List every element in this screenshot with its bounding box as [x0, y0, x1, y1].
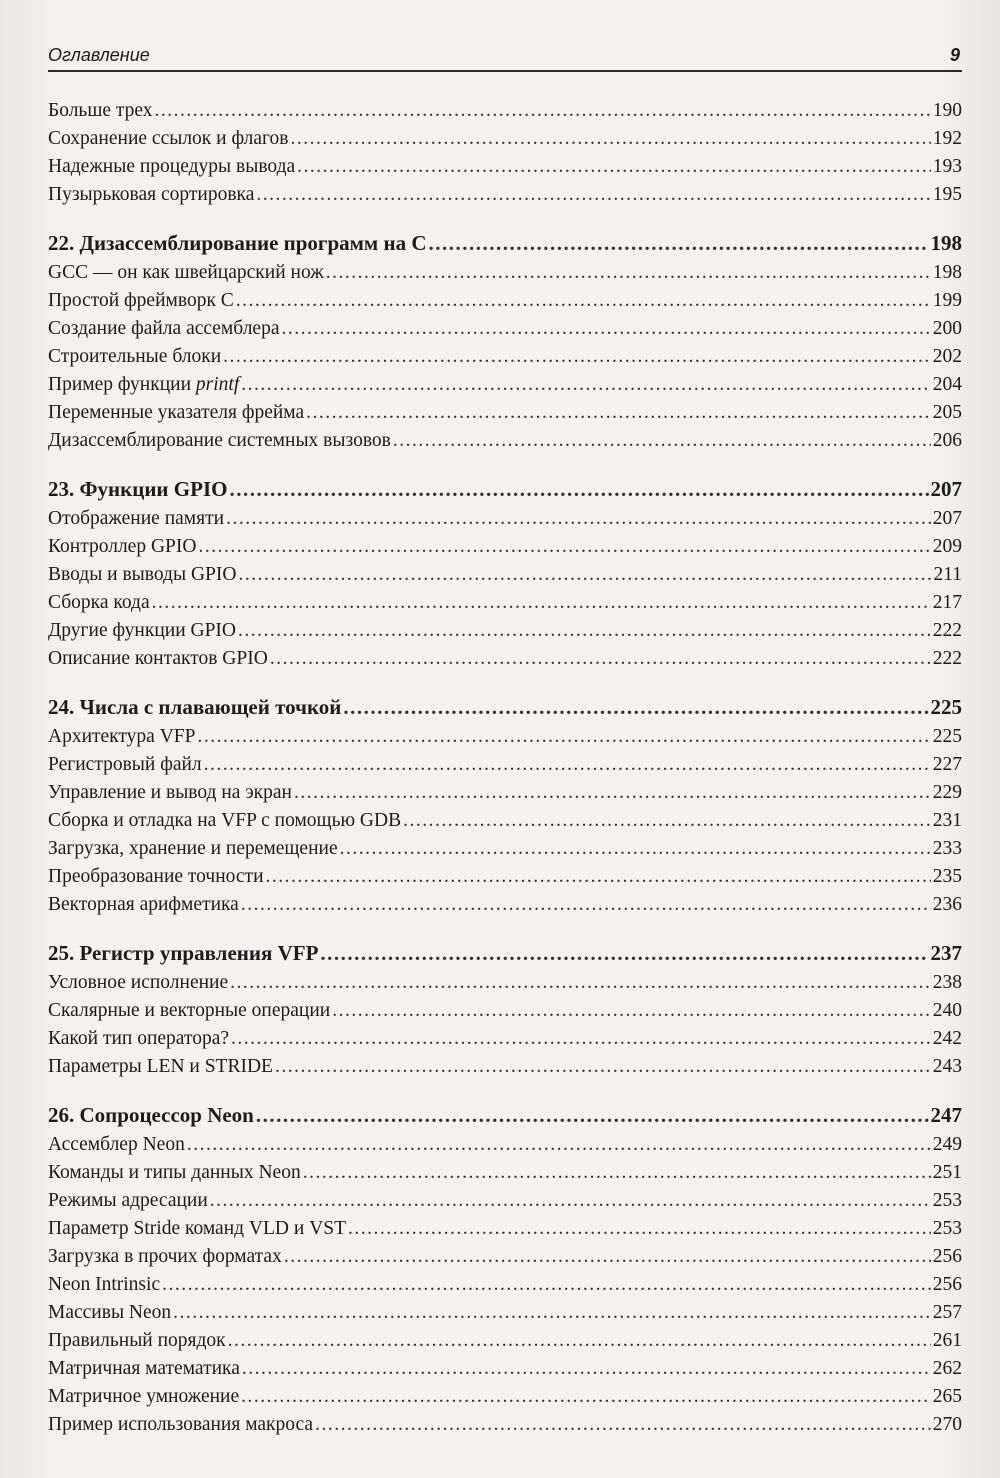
- toc-entry-label: Правильный порядок: [48, 1330, 226, 1351]
- toc-entry-label: Neon Intrinsic: [48, 1274, 161, 1295]
- toc-entry[interactable]: [48, 645, 962, 673]
- dot-leader: [236, 287, 931, 315]
- dot-leader: [348, 1215, 931, 1243]
- toc-entry-page: 253: [932, 1190, 962, 1211]
- toc-entry-label: Ассемблер Neon: [48, 1134, 185, 1155]
- toc-entry[interactable]: [48, 1243, 962, 1271]
- dot-leader: [152, 589, 931, 617]
- dot-leader: [238, 617, 931, 645]
- toc-chapter-page: 198: [930, 231, 962, 255]
- toc-chapter-label: 24. Числа с плавающей точкой: [48, 695, 342, 719]
- dot-leader: [315, 1411, 931, 1439]
- toc-entry[interactable]: [48, 181, 962, 209]
- toc-entry-label: Контроллер GPIO: [48, 536, 197, 557]
- dot-leader: [403, 807, 931, 835]
- toc-entry-page: 198: [932, 262, 962, 283]
- dot-leader: [197, 723, 930, 751]
- dot-leader: [204, 751, 931, 779]
- toc-entry-label: Другие функции GPIO: [48, 620, 237, 641]
- toc-entry-label: [48, 371, 239, 399]
- toc-entry-page: 229: [932, 782, 962, 803]
- toc-entry-page: 270: [932, 1414, 962, 1435]
- toc-entry-page: 207: [932, 508, 962, 529]
- toc-entry-label: Вводы и выводы GPIO: [48, 564, 237, 585]
- dot-leader: [343, 692, 928, 723]
- toc-entry-label: Строительные блоки: [48, 346, 222, 367]
- toc-entry-page: 256: [932, 1246, 962, 1267]
- toc-entry-page: 190: [932, 100, 962, 121]
- toc-entry[interactable]: [48, 97, 962, 125]
- toc-entry-page: 195: [932, 184, 962, 205]
- toc-entry-label: Массивы Neon: [48, 1302, 172, 1323]
- toc-entry[interactable]: [48, 1327, 962, 1355]
- dot-leader: [231, 1025, 931, 1053]
- toc-entry[interactable]: [48, 533, 962, 561]
- toc-entry[interactable]: [48, 259, 962, 287]
- toc-chapter-heading[interactable]: [48, 1100, 962, 1131]
- toc-entry[interactable]: [48, 751, 962, 779]
- toc-entry-page: 222: [932, 648, 962, 669]
- running-header: [48, 40, 962, 72]
- toc-section-chapter-22: [48, 228, 962, 455]
- toc-entry[interactable]: [48, 807, 962, 835]
- toc-entry[interactable]: [48, 1411, 962, 1439]
- toc-entry[interactable]: [48, 1215, 962, 1243]
- toc-entry[interactable]: [48, 343, 962, 371]
- toc-entry[interactable]: [48, 1355, 962, 1383]
- toc-entry-label-italic: printf: [195, 374, 240, 395]
- toc-entry-label-text: Пример функции: [48, 374, 196, 395]
- toc-entry[interactable]: [48, 505, 962, 533]
- toc-entry-label: Отображение памяти: [48, 508, 225, 529]
- toc-entry[interactable]: [48, 997, 962, 1025]
- header-page-number: 9: [949, 45, 960, 65]
- toc-entry-label: Сборка и отладка на VFP с помощью GDB: [48, 810, 402, 831]
- toc-entry[interactable]: [48, 125, 962, 153]
- toc-entry[interactable]: [48, 863, 962, 891]
- toc-entry-page: 262: [932, 1358, 962, 1379]
- toc-entry-page: 231: [932, 810, 962, 831]
- toc-entry-label: Параметры LEN и STRIDE: [48, 1056, 273, 1077]
- dot-leader: [340, 835, 931, 863]
- toc-entry[interactable]: [48, 427, 962, 455]
- dot-leader: [162, 1271, 931, 1299]
- dot-leader: [229, 474, 928, 505]
- toc-chapter-page: 247: [930, 1103, 962, 1127]
- toc-entry[interactable]: [48, 315, 962, 343]
- toc-entry[interactable]: [48, 723, 962, 751]
- toc-entry-page: 261: [932, 1330, 962, 1351]
- toc-entry-page: 235: [932, 866, 962, 887]
- toc-entry[interactable]: [48, 1159, 962, 1187]
- toc-entry-label: Скалярные и векторные операции: [48, 1000, 331, 1021]
- toc-entry-label: Архитектура VFP: [48, 726, 196, 747]
- toc-entry-label: GCC — он как швейцарский нож: [48, 262, 324, 283]
- toc-entry[interactable]: [48, 561, 962, 589]
- dot-leader: [306, 399, 931, 427]
- toc-entry-page: 251: [932, 1162, 962, 1183]
- toc-entry-label: Преобразование точности: [48, 866, 264, 887]
- toc-entry[interactable]: [48, 1299, 962, 1327]
- toc-entry-label: Описание контактов GPIO: [48, 648, 268, 669]
- toc-entry-page: 200: [932, 318, 962, 339]
- dot-leader: [332, 997, 931, 1025]
- toc-entry-page: 242: [932, 1028, 962, 1049]
- toc-entry-page: 249: [932, 1134, 962, 1155]
- toc-entry-page: 199: [932, 290, 962, 311]
- toc-section-chapter-26: [48, 1100, 962, 1439]
- dot-leader: [275, 1053, 931, 1081]
- dot-leader: [210, 1187, 931, 1215]
- toc-chapter-page: 207: [930, 477, 962, 501]
- toc-entry-label: Загрузка в прочих форматах: [48, 1246, 282, 1267]
- toc-entry[interactable]: [48, 617, 962, 645]
- toc-entry-page: 192: [932, 128, 962, 149]
- toc-entry-page: 238: [932, 972, 962, 993]
- toc-entry-label: Матричная математика: [48, 1358, 240, 1379]
- toc-entry-page: 222: [932, 620, 962, 641]
- toc-entry[interactable]: [48, 835, 962, 863]
- toc-chapter-heading[interactable]: [48, 228, 962, 259]
- toc-entry-page: 265: [932, 1386, 962, 1407]
- toc-entry-label: Переменные указателя фрейма: [48, 402, 305, 423]
- dot-leader: [230, 969, 931, 997]
- dot-leader: [320, 938, 928, 969]
- toc-entry[interactable]: [48, 1131, 962, 1159]
- dot-leader: [241, 891, 931, 919]
- toc-entry[interactable]: [48, 1271, 962, 1299]
- toc-entry-label: Векторная арифметика: [48, 894, 239, 915]
- toc-entry[interactable]: [48, 1025, 962, 1053]
- toc-entry[interactable]: [48, 287, 962, 315]
- dot-leader: [256, 1100, 929, 1131]
- toc-chapter-label: 22. Дизассемблирование программ на С: [48, 231, 427, 255]
- dot-leader: [297, 153, 931, 181]
- header-title: Оглавление: [48, 45, 150, 65]
- toc-entry-page: 240: [932, 1000, 962, 1021]
- dot-leader: [282, 315, 931, 343]
- toc-entry[interactable]: [48, 153, 962, 181]
- toc-entry-label: Пример использования макроса: [48, 1414, 314, 1435]
- toc-entry-page: 209: [932, 536, 962, 557]
- toc-entry-page: 217: [932, 592, 962, 613]
- dot-leader: [228, 1327, 931, 1355]
- toc-entry-page: 253: [932, 1218, 962, 1239]
- toc-chapter-page: 225: [930, 695, 962, 719]
- dot-leader: [226, 505, 931, 533]
- toc-entry-label: Матричное умножение: [48, 1386, 240, 1407]
- toc-chapter-heading[interactable]: [48, 692, 962, 723]
- toc-entry-page: 243: [932, 1056, 962, 1077]
- dot-leader: [326, 259, 931, 287]
- dot-leader: [238, 561, 931, 589]
- dot-leader: [270, 645, 931, 673]
- toc-chapter-label: 26. Сопроцессор Neon: [48, 1103, 254, 1127]
- toc-entry-label: Какой тип оператора?: [48, 1028, 230, 1049]
- dot-leader: [173, 1299, 931, 1327]
- toc-entry-page: 206: [932, 430, 962, 451]
- toc-entry-page: 233: [932, 838, 962, 859]
- toc-entry-page: 227: [932, 754, 962, 775]
- toc-section-chapter-25: [48, 938, 962, 1081]
- dot-leader: [393, 427, 931, 455]
- toc-entry-label: Режимы адресации: [48, 1190, 208, 1211]
- dot-leader: [242, 1355, 931, 1383]
- toc-entry-label: Параметр Stride команд VLD и VST: [48, 1218, 347, 1239]
- toc-entry-label: Сохранение ссылок и флагов: [48, 128, 289, 149]
- toc-entry-label: Управление и вывод на экран: [48, 782, 292, 803]
- toc-entry-label: Больше трех: [48, 100, 153, 121]
- toc-entry-page: 236: [932, 894, 962, 915]
- toc-chapter-label: 25. Регистр управления VFP: [48, 941, 319, 965]
- dot-leader: [198, 533, 930, 561]
- toc-entry-page: 205: [932, 402, 962, 423]
- toc-entry-page: 193: [932, 156, 962, 177]
- toc-entry-label: Загрузка, хранение и перемещение: [48, 838, 338, 859]
- toc-entry-label: Условное исполнение: [48, 972, 229, 993]
- toc-entry[interactable]: [48, 779, 962, 807]
- dot-leader: [241, 1383, 931, 1411]
- dot-leader: [187, 1131, 931, 1159]
- dot-leader: [266, 863, 931, 891]
- dot-leader: [303, 1159, 931, 1187]
- toc-chapter-page: 237: [930, 941, 962, 965]
- toc-entry-page: 202: [932, 346, 962, 367]
- toc-entry-label: Надежные процедуры вывода: [48, 156, 296, 177]
- dot-leader: [155, 97, 931, 125]
- toc-entry[interactable]: [48, 891, 962, 919]
- toc-entry[interactable]: [48, 399, 962, 427]
- toc-entry-label: Создание файла ассемблера: [48, 318, 280, 339]
- dot-leader: [241, 371, 931, 399]
- toc-entry-label: Регистровый файл: [48, 754, 202, 775]
- toc-entry-label: Пузырьковая сортировка: [48, 184, 255, 205]
- toc-entry-label: Сборка кода: [48, 592, 150, 613]
- dot-leader: [290, 125, 930, 153]
- toc-entry-page: 256: [932, 1274, 962, 1295]
- toc-entry[interactable]: [48, 1053, 962, 1081]
- dot-leader: [284, 1243, 931, 1271]
- toc-chapter-heading[interactable]: [48, 474, 962, 505]
- toc-entry-label: Команды и типы данных Neon: [48, 1162, 301, 1183]
- dot-leader: [223, 343, 931, 371]
- toc-entry-page: 204: [932, 374, 962, 395]
- toc-entry-label: Дизассемблирование системных вызовов: [48, 430, 391, 451]
- toc-entry[interactable]: [48, 1187, 962, 1215]
- toc-entry[interactable]: [48, 371, 962, 399]
- toc-section-chapter-23: [48, 474, 962, 673]
- dot-leader: [294, 779, 931, 807]
- toc-entry[interactable]: [48, 589, 962, 617]
- toc-entry-page: 225: [932, 726, 962, 747]
- toc-entry-label: Простой фреймворк С: [48, 290, 234, 311]
- toc-section-continuation: [48, 97, 962, 209]
- toc-chapter-label: 23. Функции GPIO: [48, 477, 228, 501]
- toc-chapter-heading[interactable]: [48, 938, 962, 969]
- dot-leader: [429, 228, 929, 259]
- table-of-contents: [48, 97, 962, 1439]
- toc-entry-page: 257: [932, 1302, 962, 1323]
- toc-entry[interactable]: [48, 969, 962, 997]
- toc-entry-page: 211: [933, 564, 962, 585]
- toc-section-chapter-24: [48, 692, 962, 919]
- dot-leader: [256, 181, 930, 209]
- toc-entry[interactable]: [48, 1383, 962, 1411]
